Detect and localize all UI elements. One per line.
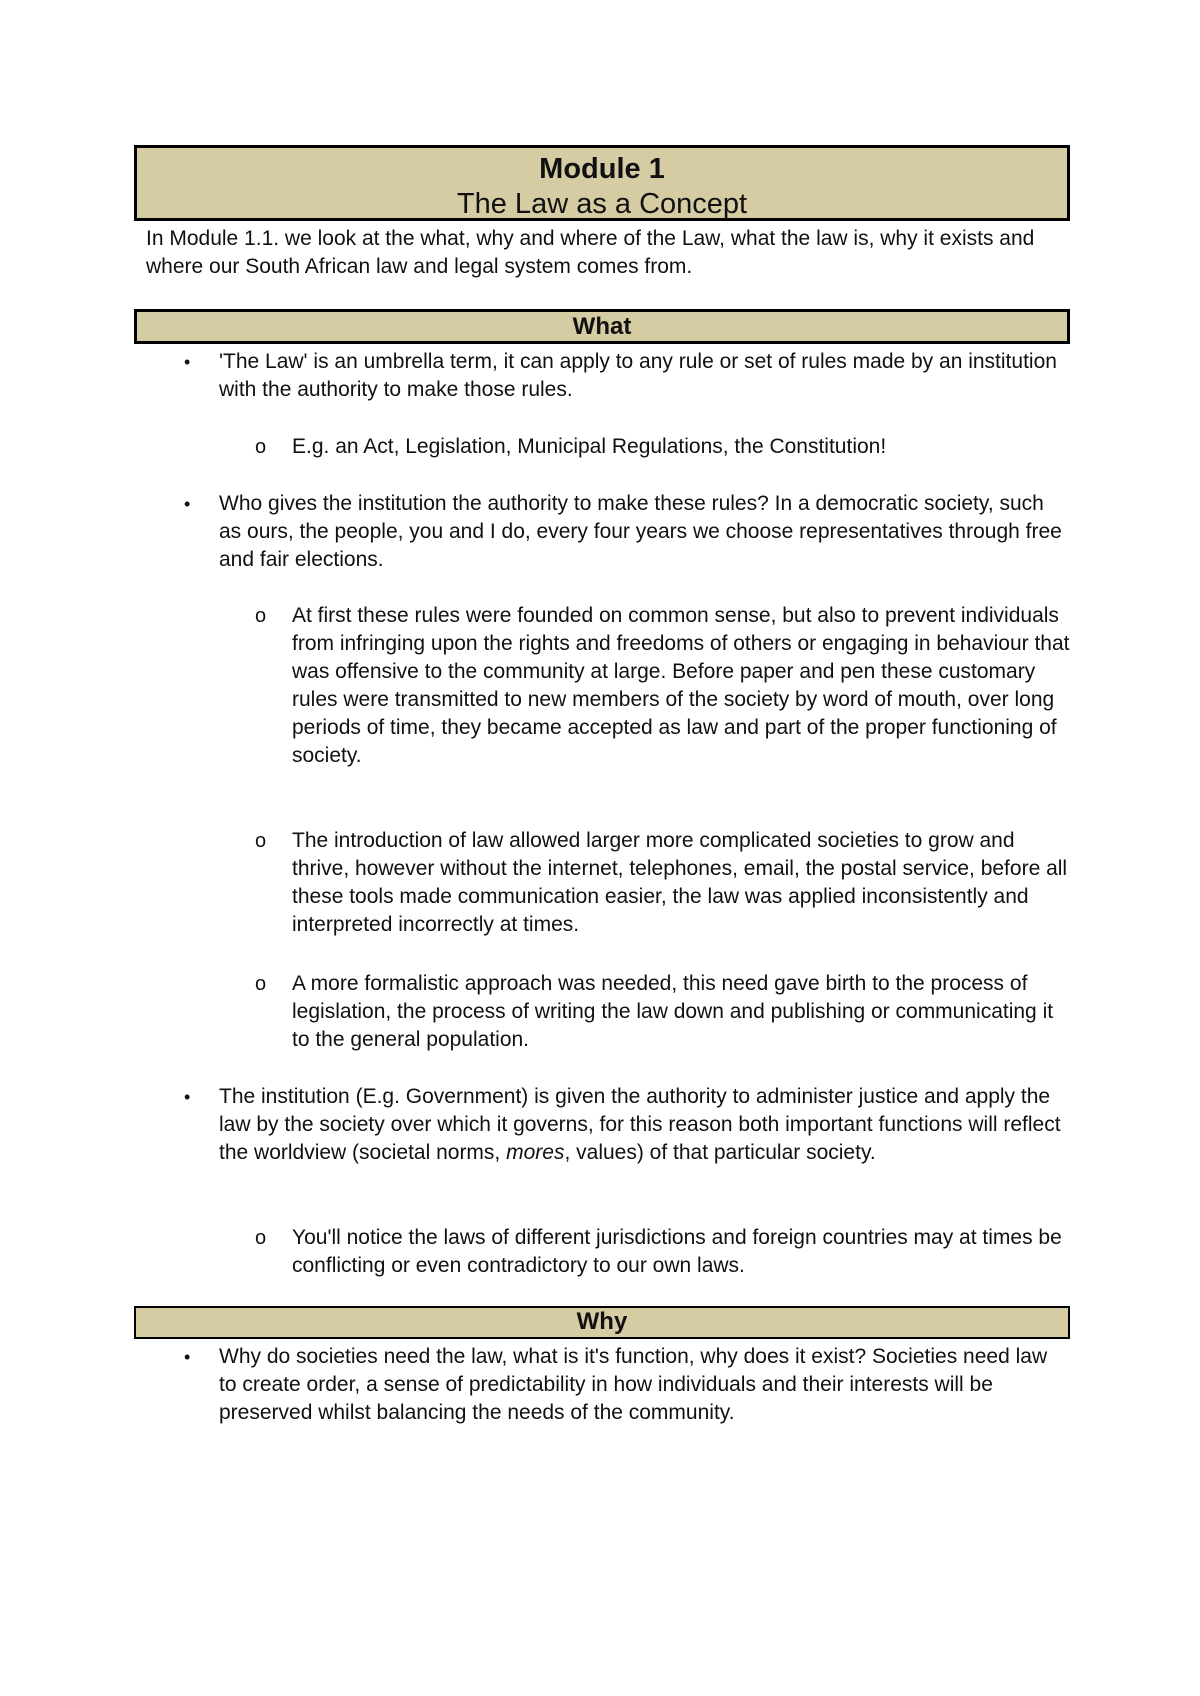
sub-bullet-glyph: o (255, 1227, 267, 1249)
what-bullet-3-sub-1: You'll notice the laws of different jurisdictions and foreign countries may at times be conflicting or even contradictory to our own laws. (292, 1226, 1062, 1277)
section-heading-why: Why (134, 1306, 1070, 1339)
section-heading-what: What (134, 309, 1070, 344)
why-bullet-1: Why do societies need the law, what is it's function, why does it exist? Societies need law to create order, a sense of predictability in how individuals and their interests will be preserved whilst balancing the needs of the community. (219, 1345, 1048, 1424)
bullet-glyph: • (184, 494, 191, 514)
bullet-glyph: • (184, 1087, 191, 1107)
sub-bullet-glyph: o (255, 830, 267, 852)
bullet-glyph: • (184, 352, 191, 372)
what-bullet-2-sub-3: A more formalistic approach was needed, this need gave birth to the process of legislation, the process of writing the law down and publishing or communicating it to the general population. (292, 972, 1054, 1051)
bullet-glyph: • (184, 1347, 191, 1367)
what-bullet-3-text-end: , values) of that particular society. (564, 1141, 876, 1164)
what-bullet-2-sub-1: At first these rules were founded on common sense, but also to prevent individuals from infringing upon the rights and freedoms of others or engaging in behaviour that was offensive to the community at large. Before paper and pen these customary rules were transmitted to new members of the society by word of mouth, over long periods of time, they became accepted as law and part of the proper functioning of society. (292, 604, 1070, 767)
sub-bullet-glyph: o (255, 605, 267, 627)
what-bullet-1-sub-1: E.g. an Act, Legislation, Municipal Regulations, the Constitution! (292, 435, 887, 458)
module-title: Module 1 (539, 153, 665, 185)
what-bullet-1: 'The Law' is an umbrella term, it can apply to any rule or set of rules made by an institution with the authority to make those rules. (219, 350, 1057, 401)
sub-bullet-glyph: o (255, 436, 267, 458)
intro-paragraph: In Module 1.1. we look at the what, why and where of the Law, what the law is, why it exists and where our South African law and legal system comes from. (146, 227, 1035, 278)
module-title-box (134, 145, 1070, 221)
module-subtitle: The Law as a Concept (456, 188, 748, 220)
what-bullet-3 (219, 1083, 1069, 1167)
sub-bullet-glyph: o (255, 973, 267, 995)
what-bullet-2: Who gives the institution the authority to make these rules? In a democratic society, such as ours, the people, you and I do, every four years we choose representatives through free and fair elections. (219, 492, 1062, 571)
what-bullet-2-sub-2: The introduction of law allowed larger more complicated societies to grow and thrive, however without the internet, telephones, email, the postal service, before all these tools made communication easier, the law was applied inconsistently and interpreted incorrectly at times. (292, 829, 1068, 936)
what-bullet-3-italic-term: mores (506, 1141, 565, 1164)
what-bullet-3-text-start: The institution (E.g. Government) is given the authority to administer justice and apply the law by the society over which it governs, for this reason both important functions will reflect the worldview (societal norms, (219, 1085, 1061, 1164)
